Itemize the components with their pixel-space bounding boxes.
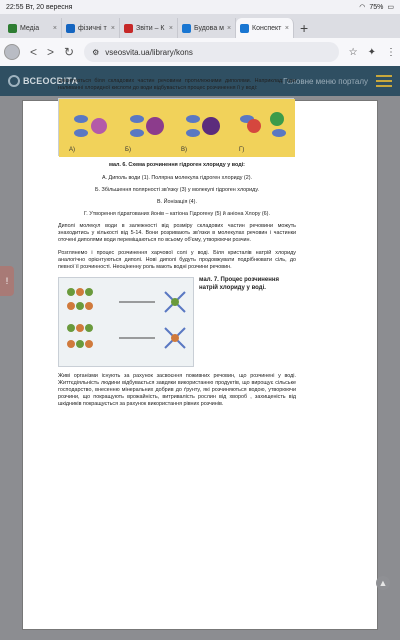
paragraph-dipoles: Диполі молекул води в залежності від розміру складових частин речовини можуть знаходитись у кількості від 5-14. Вони розривають зв'язки в молекулах речовин і частинки оточені диполями води переміщаються по всьому об'єму, утворюючи розчин. <box>58 223 296 243</box>
tab-physical[interactable]: фізичні т × <box>62 18 120 38</box>
new-tab-button[interactable]: + <box>300 20 309 36</box>
tab-structure[interactable]: Будова м × <box>178 18 236 38</box>
doc-favicon-icon <box>182 24 191 33</box>
close-tab-icon[interactable]: × <box>226 24 232 32</box>
figure-7-caption: мал. 7. Процес розчинення натрій хлориду у воді. <box>199 277 279 291</box>
tab-konspekt[interactable]: Конспект × <box>236 18 294 38</box>
clock: 22:55 <box>6 3 24 11</box>
media-favicon-icon <box>8 24 17 33</box>
nacl-diagram <box>59 278 195 368</box>
status-icons <box>359 3 394 11</box>
figure-6-caption: мал. 6. Схема розчинення гідроген хлориду у воді: <box>109 162 245 168</box>
fig1-label: Г) <box>239 147 245 153</box>
profile-avatar[interactable] <box>4 44 20 60</box>
status-bar <box>0 0 400 14</box>
scroll-top-button[interactable]: ▲ <box>376 576 390 590</box>
legend-item: Б. Збільшення полярності зв'язку (3) у молекулі гідроген хлориду. <box>95 187 259 193</box>
figure-nacl-dissolution <box>58 277 194 367</box>
close-tab-icon[interactable]: × <box>52 24 57 32</box>
logo-icon <box>8 75 20 87</box>
date: Вт, 20 вересня <box>25 3 73 11</box>
battery-level: 75% <box>369 3 384 11</box>
legend-item: В. Йонізація (4). <box>157 199 197 205</box>
figure-7-row <box>58 277 296 367</box>
close-tab-icon[interactable]: × <box>168 24 173 32</box>
fig1-label: Б) <box>125 147 131 153</box>
forward-icon[interactable]: > <box>47 45 55 59</box>
back-icon[interactable]: < <box>30 45 38 59</box>
reload-icon[interactable]: ↻ <box>64 45 75 59</box>
tab-media[interactable]: Медіа × <box>4 18 62 38</box>
wifi-icon: ◠ <box>359 4 366 11</box>
battery-icon: ▭ <box>387 4 394 11</box>
paragraph-organisms: Живі організми існують за рахунок засвоєння поживних речовин, що розчинені у воді. Життєдіяльність людини відбувається завдяки використанню продуктів, що вирощує сільське господарство, внесенню мінеральних добрив до ґрунту, які розчиняються водою, утворюючи розчини, що покращують врожайність, витривалість рослин від хвороб , захищеність від шкідників покращується за рахунок використання рівних розчинів. <box>58 373 296 407</box>
bookmark-icon[interactable]: ☆ <box>348 46 358 58</box>
paragraph-salt: Розглянемо і процес розчинення харчової солі у воді. Біля кристалів натрій хлориду аналогічно орієнтуються диполі. Нові диполі будуть продовжувати подрібнювати сіль, до певної її розчинності. Неоціненну роль мають водні розчини речовин. <box>58 250 296 270</box>
site-info-icon[interactable]: ⚙ <box>92 47 100 57</box>
hamburger-menu-icon[interactable] <box>376 75 392 87</box>
fig1-label: В) <box>181 147 187 153</box>
figure-7-side <box>199 277 296 367</box>
reports-favicon-icon <box>124 24 133 33</box>
main-menu-label[interactable]: Головне меню порталу <box>283 76 368 86</box>
tab-reports[interactable]: Звіти – К × <box>120 18 178 38</box>
figure-hcl-dissolution <box>58 98 294 156</box>
hcl-diagram <box>59 99 295 157</box>
more-menu-icon[interactable]: ⋮ <box>386 46 396 58</box>
address-bar <box>0 38 400 66</box>
tab-strip <box>0 14 400 38</box>
legend-item: А. Диполь води (1). Полярна молекула гідроген хлориду (2). <box>101 175 253 181</box>
side-panel-toggle[interactable]: ! <box>0 266 14 296</box>
crystal-ions-orange <box>67 288 93 348</box>
extensions-icon[interactable]: ✦ <box>367 46 376 58</box>
site-logo[interactable]: ВСЕОСВІТА <box>8 75 78 87</box>
close-tab-icon[interactable]: × <box>284 24 289 32</box>
document-page <box>58 78 296 414</box>
paragraph-intro: орієнтуються біля складових частин речовини протилежними диполями. Наприклад: при наливанні хлоридної кислоти до води відбувається процес розчинення її у воді: <box>58 78 296 91</box>
url-field[interactable]: ⚙ vseosvita.ua/library/kons <box>84 42 339 62</box>
doc-favicon-icon <box>240 24 249 33</box>
bing-favicon-icon <box>66 24 75 33</box>
crystal-ions <box>67 288 93 348</box>
fig1-label: A) <box>69 147 75 153</box>
legend-item: Г. Утворення гідратованих йонів – катіона Гідрогену (5) й аніона Хлору (6). <box>84 211 270 217</box>
close-tab-icon[interactable]: × <box>110 24 115 32</box>
